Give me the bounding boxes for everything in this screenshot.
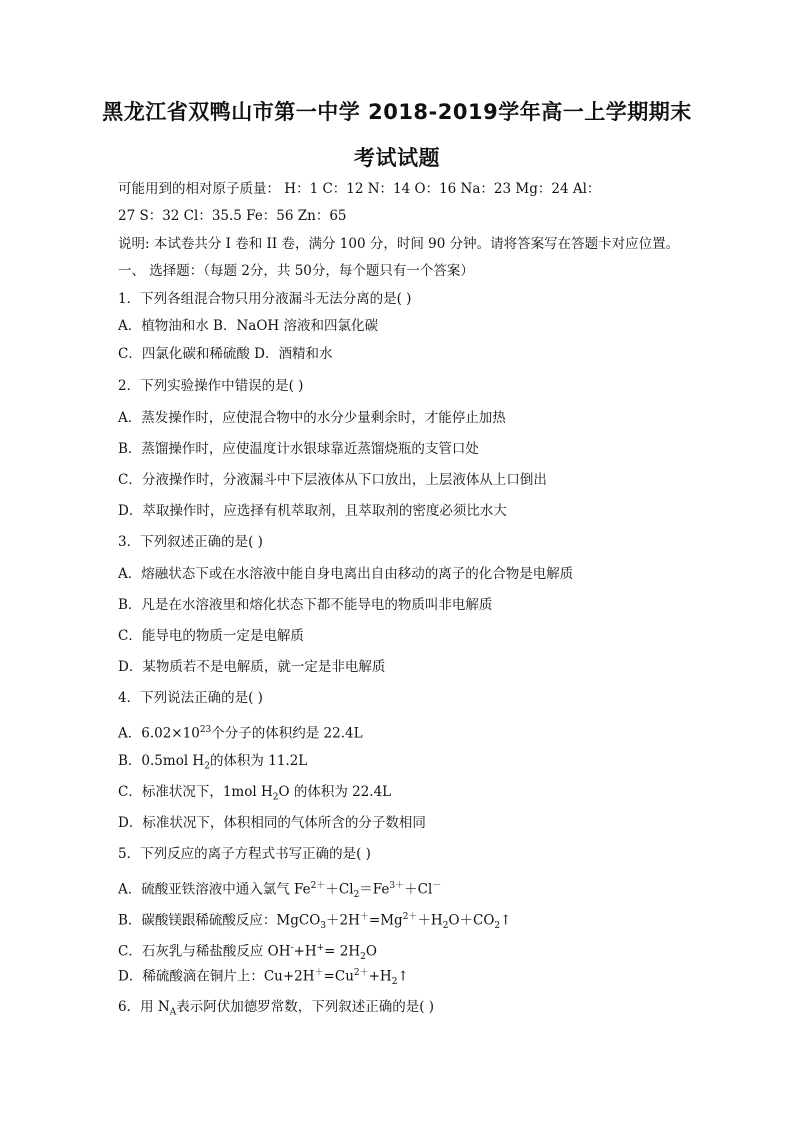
q4-stem: 4．下列说法正确的是( ): [118, 690, 263, 706]
q5-option-c: C．石灰乳与稀盐酸反应 $OH^-+H^+= 2H_2O$: [118, 943, 377, 963]
exam-title-line1: 黑龙江省双鸭山市第一中学 2018-2019学年高一上学期期末: [102, 100, 692, 124]
q1-options-cd: C．四氯化碳和稀硫酸 D．酒精和水: [118, 346, 333, 362]
q1-options-ab: A．植物油和水 B．NaOH 溶液和四氯化碳: [118, 318, 378, 334]
q5-option-d: D．稀硫酸滴在铜片上：$Cu+2H^+=Cu^{2+}+H_2↑$: [118, 968, 409, 988]
q5-option-b: B．碳酸镁跟稀硫酸反应：$MgCO_3+2H^+=Mg^{2+}+H_2O+CO_2↑$: [118, 912, 512, 932]
q4-option-a: A．$6.02\times 10^{23}$个分子的体积约是 22.4L: [118, 725, 363, 742]
q2-stem: 2．下列实验操作中错误的是( ): [118, 378, 304, 394]
q3-option-c: C．能导电的物质一定是电解质: [118, 628, 304, 644]
q5-option-a: A．硫酸亚铁溶液中通入氯气 $Fe^{2+}+Cl_2=Fe^{3+}+Cl^-$: [118, 881, 442, 901]
exam-title-line2: 考试试题: [354, 146, 440, 170]
q4-option-d: D．标准状况下，体积相同的气体所含的分子数相同: [118, 815, 426, 831]
q3-option-b: B．凡是在水溶液里和熔化状态下都不能导电的物质叫非电解质: [118, 597, 493, 613]
q1-stem: 1．下列各组混合物只用分液漏斗无法分离的是( ): [118, 291, 412, 307]
section-heading: 一、 选择题：（每题 2分，共 50分，每个题只有一个答案）: [118, 263, 474, 279]
q5-stem: 5．下列反应的离子方程式书写正确的是( ): [118, 846, 371, 862]
q2-option-b: B．蒸馏操作时，应使温度计水银球靠近蒸馏烧瓶的支管口处: [118, 441, 479, 457]
q3-option-a: A．熔融状态下或在水溶液中能自身电离出自由移动的离子的化合物是电解质: [118, 566, 574, 582]
q6-stem: 6．用 $N_A$表示阿伏加德罗常数，下列叙述正确的是( ): [118, 999, 435, 1018]
q4-option-c: C．标准状况下，1mol $H_2O$ 的体积为 22.4L: [118, 784, 392, 803]
q4-option-b: B．0.5mol $H_2$的体积为 11.2L: [118, 753, 308, 772]
q3-stem: 3．下列叙述正确的是( ): [118, 534, 263, 550]
q2-option-a: A．蒸发操作时，应使混合物中的水分少量剩余时，才能停止加热: [118, 410, 506, 426]
instructions: 说明: 本试卷共分 I 卷和 II 卷，满分 100 分，时间 90 分钟。请将答案写在答题卡对应位置。: [118, 236, 680, 252]
q3-option-d: D．某物质若不是电解质，就一定是非电解质: [118, 659, 386, 675]
q2-option-d: D．萃取操作时，应选择有机萃取剂，且萃取剂的密度必须比水大: [118, 503, 507, 519]
atomic-masses-line2: 27 S：32 Cl：35.5 Fe：56 Zn：65: [118, 208, 347, 224]
q2-option-c: C．分液操作时，分液漏斗中下层液体从下口放出，上层液体从上口倒出: [118, 472, 547, 488]
atomic-masses-line1: 可能用到的相对原子质量： H：1 C：12 N：14 O：16 Na：23 Mg：24 Al：: [118, 181, 601, 197]
